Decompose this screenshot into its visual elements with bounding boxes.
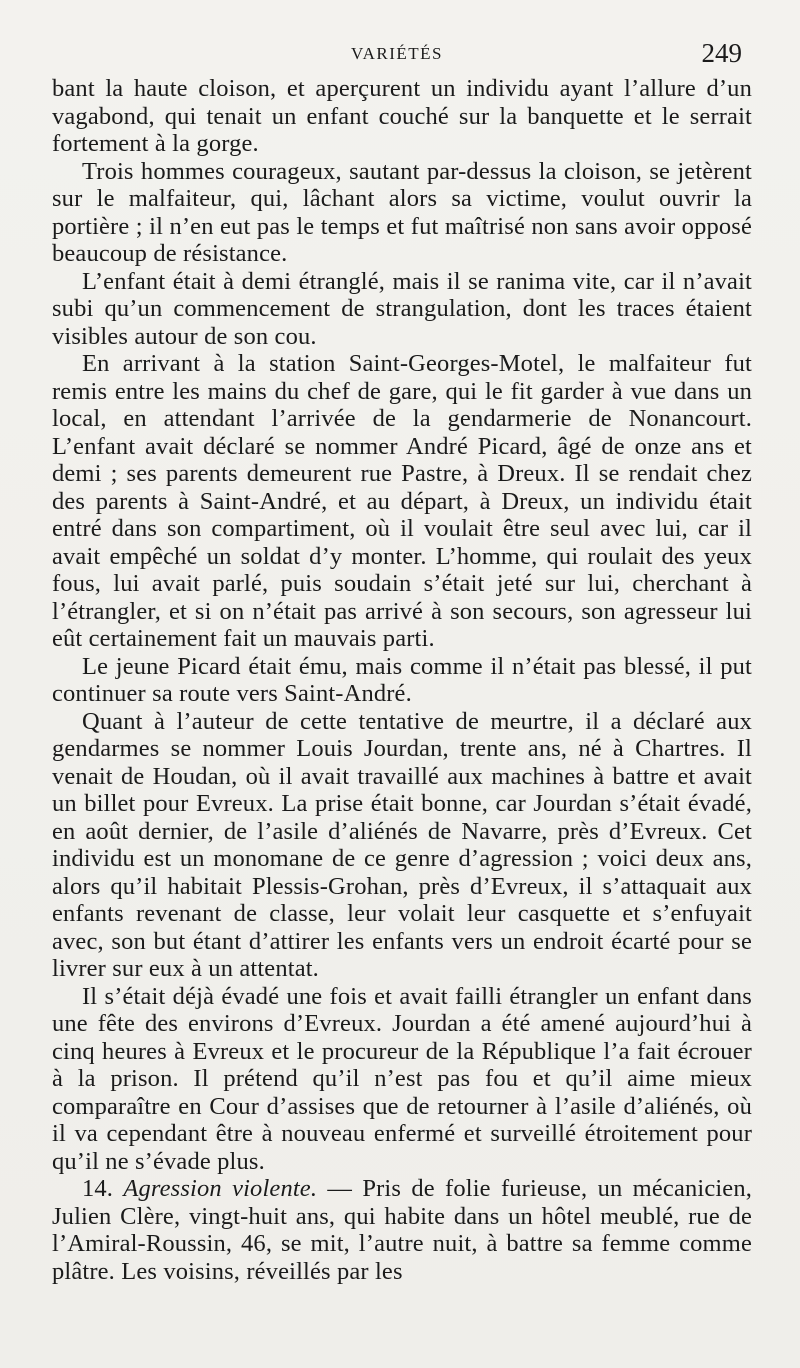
paragraph: bant la haute cloison, et aperçurent un individu ayant l’allure d’un vagabond, qui tenait un enfant couché sur la banquette et le serrait fortement à la gorge. [52,75,752,157]
paragraph: Quant à l’auteur de cette tentative de meurtre, il a déclaré aux gendarmes se nommer Louis Jourdan, trente ans, né à Chartres. Il venait de Houdan, où il avait travaillé aux machines à battre et avait un billet pour Evreux. La prise était bonne, car Jourdan s’était évadé, en août dernier, de l’asile d’aliénés de Navarre, près d’Evreux. Cet individu est un monomane de ce genre d’agression ; voici deux ans, alors qu’il habitait Plessis-Grohan, près d’Evreux, il s’attaquait aux enfants revenant de classe, leur volait leur casquette et s’enfuyait avec, son but étant d’attirer les enfants vers un endroit écarté pour se livrer sur eux à un attentat. [52,707,752,982]
numbered-paragraph [52,1175,752,1285]
item-text: — Pris de folie furieuse, un mécanicien, Julien Clère, vingt-huit ans, qui habite dans un hôtel meublé, rue de l’Amiral-Roussin, 46, se mit, l’autre nuit, à battre sa femme comme plâtre. Les voisins, réveillés par les [52,1175,753,1285]
paragraph: Il s’était déjà évadé une fois et avait failli étrangler un enfant dans une fête des environs d’Evreux. Jourdan a été amené aujourd’hui à cinq heures à Evreux et le procureur de la République l’a fait écrouer à la prison. Il prétend qu’il n’est pas fou et qu’il aime mieux comparaître en Cour d’assises que de retourner à l’asile d’aliénés, où il va cependant être à nouveau enfermé et surveillé étroitement pour qu’il ne s’évade plus. [52,982,752,1175]
paragraph: En arrivant à la station Saint-Georges-Motel, le malfaiteur fut remis entre les mains du chef de gare, qui le fit garder à vue dans un local, en attendant l’arrivée de la gendarmerie de Nonancourt. L’enfant avait déclaré se nommer André Picard, âgé de onze ans et demi ; ses parents demeurent rue Pastre, à Dreux. Il se rendait chez des parents à Saint-André, et au départ, à Dreux, un individu était entré dans son compartiment, où il voulait être seul avec lui, car il avait empêché un soldat d’y monter. L’homme, qui roulait des yeux fous, lui avait parlé, puis soudain s’était jeté sur lui, cherchant à l’étrangler, et si on n’était pas arrivé à son secours, son agresseur lui eût certainement fait un mauvais parti. [52,350,752,652]
paragraph: Le jeune Picard était ému, mais comme il n’était pas blessé, il put continuer sa route vers Saint-André. [52,652,752,707]
paragraph: Trois hommes courageux, sautant par-dessus la cloison, se jetèrent sur le malfaiteur, qui, lâchant alors sa victime, voulut ouvrir la portière ; il n’en eut pas le temps et fut maîtrisé non sans avoir opposé beaucoup de résistance. [52,157,752,267]
page-number: 249 [701,38,742,68]
body-text [52,75,752,1285]
item-title: Agression violente. [123,1175,318,1202]
page-header [52,38,742,74]
item-number: 14. [82,1175,114,1202]
running-head: VARIÉTÉS [351,44,443,63]
paragraph: L’enfant était à demi étranglé, mais il se ranima vite, car il n’avait subi qu’un commencement de strangulation, dont les traces étaient visibles autour de son cou. [52,267,752,350]
